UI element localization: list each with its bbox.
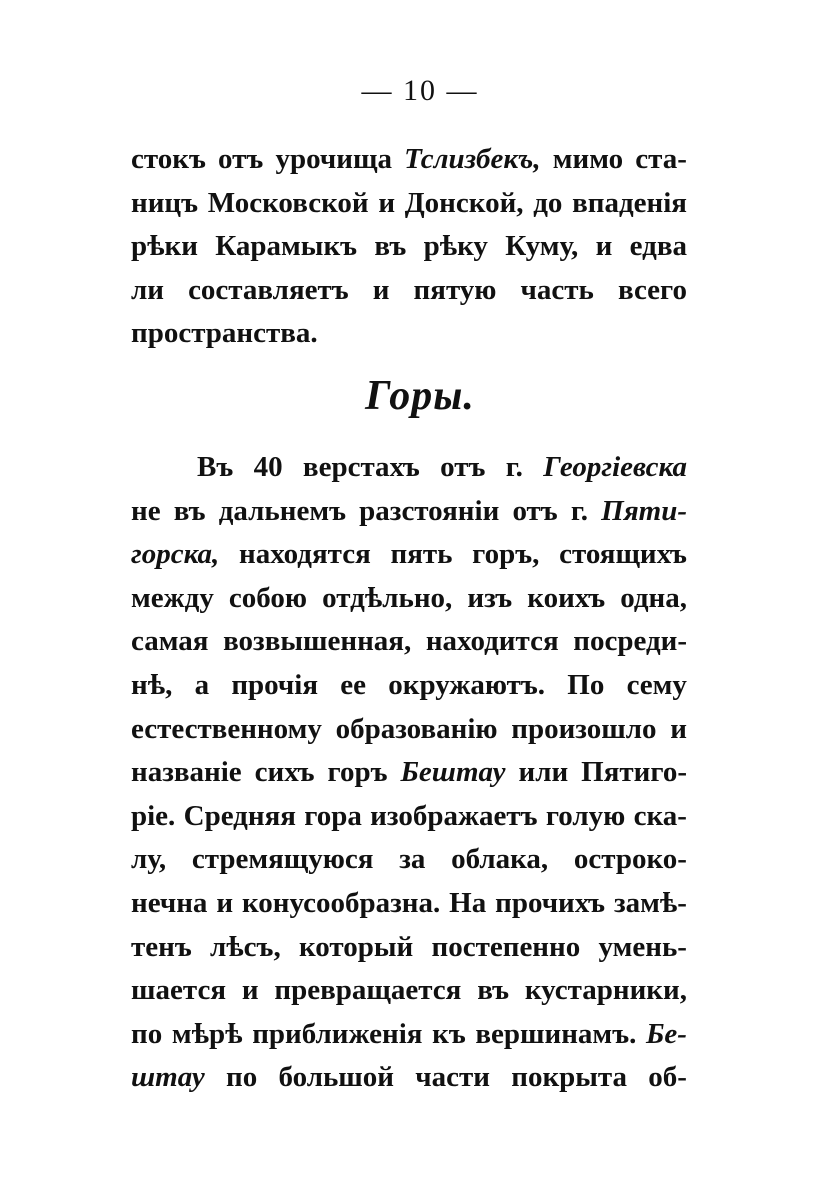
word: штау [131, 1061, 205, 1094]
word: а [194, 668, 210, 701]
word: Московской [207, 186, 369, 219]
word: Въ [197, 451, 234, 483]
word: гора [304, 799, 362, 832]
word: отъ [512, 494, 558, 527]
word: окружаютъ. [388, 668, 546, 701]
word: По [567, 668, 605, 701]
word: Пятиго- [581, 756, 687, 789]
text-line [131, 882, 687, 926]
word: по [225, 1061, 258, 1094]
text-line [131, 751, 687, 795]
word: Тслизбекъ, [404, 143, 541, 175]
paragraph-main [131, 446, 687, 1100]
text-line [131, 664, 687, 708]
text-line [131, 533, 687, 577]
word: большой [278, 1061, 395, 1094]
word: приближенія [252, 1017, 423, 1050]
word: вершинамъ. [475, 1017, 637, 1050]
word: рѣку [423, 230, 488, 263]
word: пространства. [131, 317, 318, 350]
word: об- [648, 1061, 687, 1094]
word: Донской, [404, 186, 524, 219]
word: сихъ [254, 756, 315, 789]
word: названіе [131, 756, 242, 789]
word: и [372, 273, 390, 306]
word: коихъ [527, 581, 606, 614]
word: находится [425, 625, 559, 658]
word: горска, [131, 538, 220, 571]
word: прочихъ [495, 886, 606, 919]
word: произошло [511, 712, 657, 745]
text-line [131, 269, 687, 313]
word: между [131, 581, 214, 614]
word: нечна [131, 886, 208, 919]
word: едва [629, 230, 687, 263]
word: и [241, 974, 259, 1007]
word: ста- [635, 143, 687, 175]
text-line [131, 182, 687, 226]
text-line [131, 969, 687, 1013]
word: постепенно [431, 930, 581, 963]
word: впаденія [572, 186, 687, 219]
word: умень- [598, 930, 687, 963]
word: къ [432, 1017, 466, 1050]
word: часть [520, 273, 594, 306]
word: въ [374, 230, 407, 263]
word: замѣ- [613, 886, 687, 919]
text-line [131, 620, 687, 664]
text-line [131, 446, 687, 490]
word: и [216, 886, 234, 919]
word: который [298, 930, 414, 963]
word: Пяти- [601, 494, 687, 527]
word: пятую [413, 273, 497, 306]
text-line [131, 926, 687, 970]
word: по [131, 1017, 163, 1050]
word: отъ [440, 451, 486, 483]
word: стокъ [131, 143, 206, 175]
word: всего [617, 273, 687, 306]
page-number: — 10 — [361, 74, 479, 107]
paragraph-top [131, 138, 687, 356]
word: возвышенная, [223, 625, 412, 658]
word: посреди- [573, 625, 687, 658]
word: и [595, 230, 613, 263]
word: нѣ, [131, 668, 173, 701]
text-line [131, 1013, 687, 1057]
word: превращается [274, 974, 462, 1007]
word: верстахъ [302, 451, 420, 483]
word: кустарники, [524, 974, 687, 1007]
word: собою [228, 581, 308, 614]
word: и [670, 712, 687, 745]
word: отдѣльно, [322, 581, 453, 614]
word: разстояніи [359, 494, 500, 527]
word: горъ, [472, 538, 540, 571]
word: шается [131, 974, 227, 1007]
word: ее [340, 668, 367, 701]
word: покрыта [511, 1061, 628, 1094]
word: прочія [231, 668, 319, 701]
word: Карамыкъ [215, 230, 358, 263]
text-line [131, 312, 687, 356]
word: изъ [467, 581, 513, 614]
word: облака, [451, 843, 549, 876]
word: Бештау [400, 756, 506, 789]
word: мѣрѣ [171, 1017, 243, 1050]
word: тенъ [131, 930, 192, 963]
text-line [131, 490, 687, 534]
word: рѣки [131, 230, 198, 263]
word: ріе. [131, 799, 176, 832]
word: стремящуюся [191, 843, 374, 876]
word: Георгіевска [543, 451, 687, 483]
word: лѣсъ, [210, 930, 281, 963]
word: отъ [218, 143, 264, 175]
word: изображаетъ [370, 799, 538, 832]
word: дальнемъ [218, 494, 347, 527]
word: и [378, 186, 396, 219]
word: не [131, 494, 161, 527]
word: остроко- [573, 843, 687, 876]
word: части [415, 1061, 490, 1094]
word: естественному [131, 712, 322, 745]
word: голую [545, 799, 626, 832]
word: одна, [620, 581, 687, 614]
word: самая [131, 625, 209, 658]
word: Средняя [183, 799, 296, 832]
text-line [131, 225, 687, 269]
word: пять [390, 538, 453, 571]
word: конусообразна. [241, 886, 441, 919]
text-line [131, 838, 687, 882]
word: стоящихъ [559, 538, 687, 571]
text-line [131, 708, 687, 752]
word: составляетъ [188, 273, 349, 306]
word: Бе- [646, 1017, 687, 1050]
word: мимо [552, 143, 624, 175]
text-line [131, 138, 687, 182]
word: г. [570, 494, 589, 527]
word: Куму, [505, 230, 579, 263]
word: за [399, 843, 426, 876]
word: сему [626, 668, 687, 701]
word: до [533, 186, 563, 219]
word: ска- [633, 799, 687, 832]
word: ницъ [131, 186, 199, 219]
word: горъ [327, 756, 388, 789]
section-heading: Горы. [365, 373, 475, 419]
text-line [131, 577, 687, 621]
word: г. [505, 451, 523, 483]
word: ли [131, 273, 164, 306]
word: находятся [239, 538, 371, 571]
word: въ [173, 494, 206, 527]
word: урочища [275, 143, 392, 175]
word: въ [477, 974, 510, 1007]
word: лу, [131, 843, 167, 876]
word: или [518, 756, 569, 789]
text-line [131, 795, 687, 839]
word: На [449, 886, 487, 919]
word: образованію [335, 712, 498, 745]
word: 40 [253, 451, 283, 483]
text-line [131, 1056, 687, 1100]
